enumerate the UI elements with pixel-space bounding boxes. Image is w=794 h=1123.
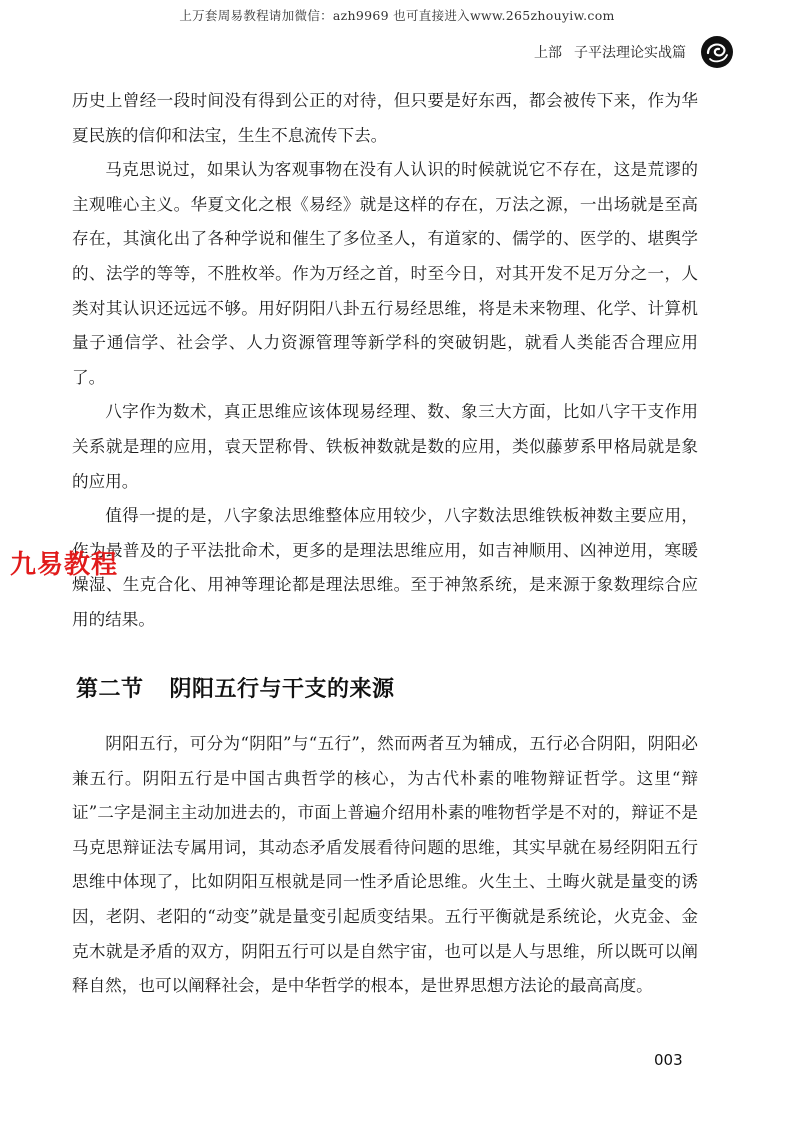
- swirl-logo-icon: [700, 35, 734, 69]
- paragraph: 值得一提的是，八字象法思维整体应用较少，八字数法思维铁板神数主要应用，作为最普及的子平法批命术，更多的是理法思维应用，如吉神顺用、凶神逆用，寒暖燥湿、生克合化、用神等理论都是理法思维。至于神煞系统，是来源于象数理综合应用的结果。: [72, 506, 698, 629]
- paragraph: 阴阳五行，可分为“阴阳”与“五行”，然而两者互为辅成，五行必合阴阳，阴阳必兼五行。阴阳五行是中国古典哲学的核心，为古代朴素的唯物辩证哲学。这里“辩证”二字是洞主主动加进去的，市面上普遍介绍用朴素的唯物哲学是不对的，辩证不是马克思辩证法专属用词，其动态矛盾发展看待问题的思维，其实早就在易经阴阳五行思维中体现了，比如阴阳互根就是同一性矛盾论思维。火生土、土晦火就是量变的诱因，老阴、老阳的“动变”就是量变引起质变结果。五行平衡就是系统论，火克金、金克木就是矛盾的双方，阴阳五行可以是自然宇宙，也可以是人与思维，所以既可以阐释自然，也可以阐释社会，是中华哲学的根本，是世界思想方法论的最高高度。: [72, 734, 698, 996]
- section-heading: [76, 672, 395, 703]
- section-number: 第二节: [76, 677, 144, 702]
- paragraph: 马克思说过，如果认为客观事物在没有人认识的时候就说它不存在，这是荒谬的主观唯心主义。华夏文化之根《易经》就是这样的存在，万法之源，一出场就是至高存在，其演化出了各种学说和催生了多位圣人，有道家的、儒学的、医学的、堪舆学的、法学的等等，不胜枚举。作为万经之首，时至今日，对其开发不足万分之一，人类对其认识还远远不够。用好阴阳八卦五行易经思维，将是未来物理、化学、计算机量子通信学、社会学、人力资源管理等新学科的突破钥匙，就看人类能否合理应用了。: [72, 160, 698, 387]
- paragraph: 历史上曾经一段时间没有得到公正的对待，但只要是好东西，都会被传下来，作为华夏民族的信仰和法宝，生生不息流传下去。: [72, 91, 698, 145]
- header-book-title: 子平法理论实战篇: [574, 45, 686, 61]
- page-number: 003: [654, 1051, 683, 1069]
- paragraph: 八字作为数术，真正思维应该体现易经理、数、象三大方面，比如八字干支作用关系就是理的应用，袁天罡称骨、铁板神数就是数的应用，类似藤萝系甲格局就是象的应用。: [72, 402, 698, 491]
- header-text: [534, 42, 686, 62]
- body-block-top: [72, 84, 698, 638]
- watermark-text: 九易教程: [10, 550, 119, 580]
- top-note: 上万套周易教程请加微信：azh9969 也可直接进入www.265zhouyiw.com: [179, 8, 615, 23]
- body-block-bottom: [72, 727, 698, 1004]
- section-title: 阴阳五行与干支的来源: [169, 677, 395, 702]
- header-part: 上部: [534, 45, 562, 61]
- running-header: [534, 30, 734, 74]
